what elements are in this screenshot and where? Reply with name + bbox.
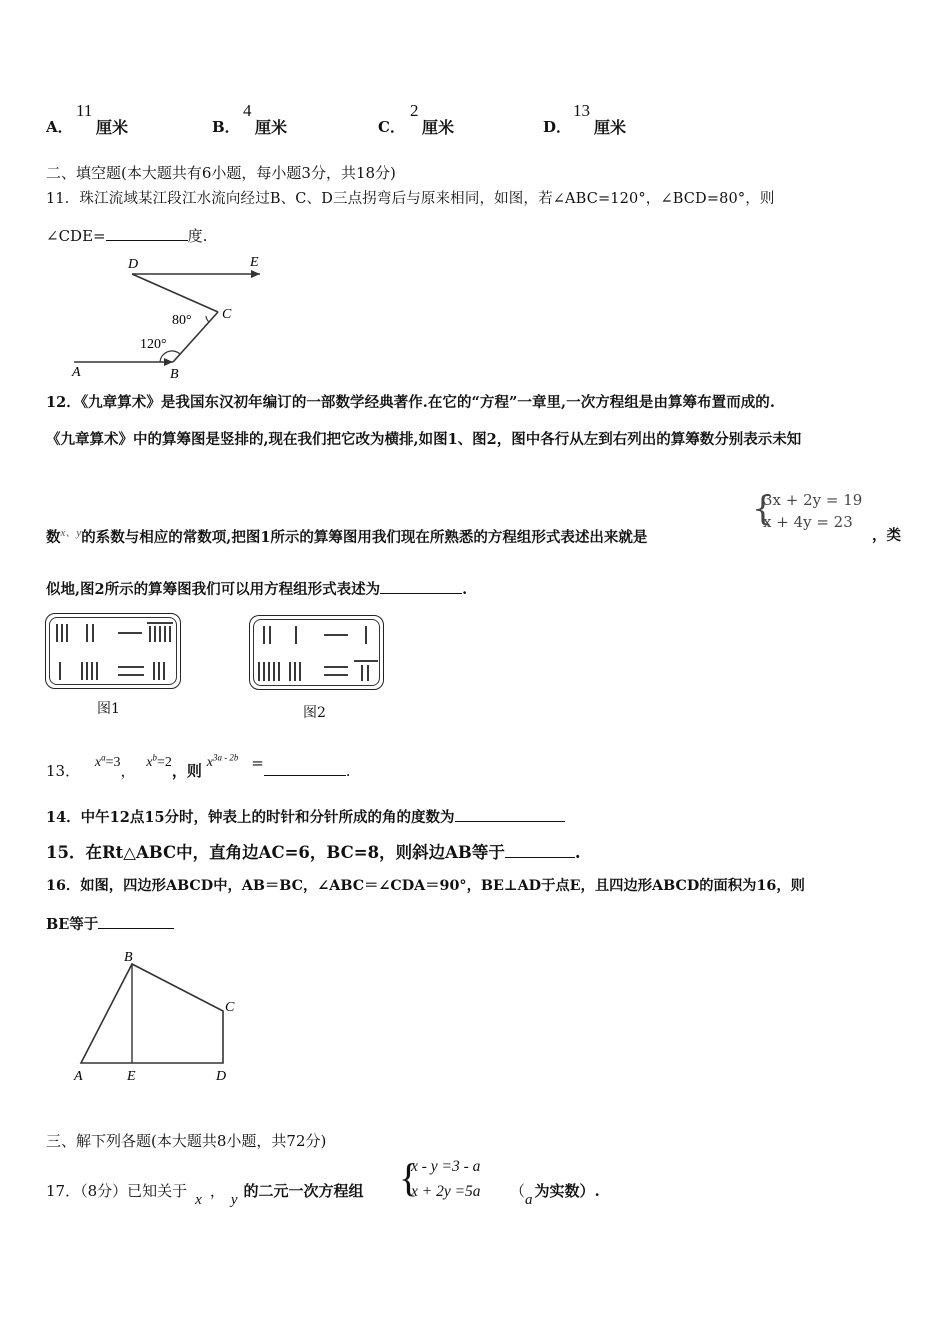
option-c-letter: C． xyxy=(378,118,405,136)
q13-answer-blank xyxy=(264,761,346,776)
q12-line1: 12．《九章算术》是我国东汉初年编订的一部数学经典著作.在它的“方程”一章里,一次方程组是由算筹布置而成的. xyxy=(46,394,775,411)
q11-suffix: 度. xyxy=(187,227,208,245)
q13 xyxy=(46,752,351,781)
q12-eq1: 3x + 2y = 19 xyxy=(763,491,863,509)
q17-a: a xyxy=(525,1192,533,1208)
q17-eq1: x - y =3 - a xyxy=(411,1158,481,1175)
q17-mid: 的二元一次方程组 xyxy=(243,1182,364,1200)
option-d-unit: 厘米 xyxy=(594,118,627,137)
q16-line1: 16．如图，四边形ABCD中，AB＝BC，∠ABC＝∠CDA＝90°，BE⊥AD于点E，且四边形ABCD的面积为16，则 xyxy=(46,878,805,894)
option-d-value: 13 xyxy=(573,101,590,120)
q13-end: . xyxy=(345,762,351,780)
option-c-value: 2 xyxy=(410,101,419,120)
q12-line3 xyxy=(46,524,647,547)
q12-fig1 xyxy=(45,613,181,689)
q17-x: x xyxy=(195,1192,202,1208)
q16-line2-text: BE等于 xyxy=(46,916,99,933)
q15-text: 15．在Rt△ABC中，直角边AC=6，BC=8，则斜边AB等于 xyxy=(46,843,505,862)
q17-eq2: x + 2y =5a xyxy=(411,1183,481,1200)
option-b-unit: 厘米 xyxy=(255,118,288,137)
q13-e2: $x^b=2$ xyxy=(146,752,172,770)
q11-angle-120: 120° xyxy=(140,337,167,352)
q11-label-a: A xyxy=(72,365,81,380)
q11-label-b: B xyxy=(170,367,179,380)
q11-answer-blank xyxy=(106,226,188,241)
q12-line3-suffix: ，类 xyxy=(872,527,901,544)
option-a-unit: 厘米 xyxy=(96,118,129,137)
q17-tail xyxy=(510,1180,600,1208)
option-b-value: 4 xyxy=(243,101,252,120)
q17-paren: （ xyxy=(510,1182,526,1200)
option-a-letter: A． xyxy=(46,118,73,136)
q17-system: { x - y =3 - a x + 2y =5a xyxy=(399,1154,481,1204)
q13-e3: $x^{3a - 2b}$ xyxy=(206,752,239,770)
q12-line3-mid: 的系数与相应的常数项,把图1所示的算筹图用我们现在所熟悉的方程组形式表述出来就是 xyxy=(81,528,648,546)
option-d-letter: D． xyxy=(543,118,572,136)
option-a-value: 11 xyxy=(76,101,93,120)
q12-fig1-label: 图1 xyxy=(97,701,120,717)
q12-answer-blank xyxy=(380,579,462,594)
q16-label-c: C xyxy=(225,1000,235,1015)
q13-sep: ， xyxy=(120,762,136,780)
q15 xyxy=(46,839,581,863)
q11-angle-80: 80° xyxy=(172,313,192,328)
q16-label-e: E xyxy=(127,1069,136,1084)
q12-fig1-rods xyxy=(46,614,180,688)
q13-num: 13． xyxy=(46,762,81,780)
q11-line2 xyxy=(46,225,207,246)
q11-label-c: C xyxy=(222,307,232,322)
q12-eq2: x + 4y = 23 xyxy=(763,513,853,531)
q15-end: . xyxy=(574,843,581,862)
option-c-unit: 厘米 xyxy=(422,118,455,137)
q12-line4-text: 似地,图2所示的算筹图我们可以用方程组形式表述为 xyxy=(46,581,381,598)
option-b-letter: B． xyxy=(212,118,240,136)
q11-label-d: D xyxy=(128,257,139,272)
q11-line1: 11．珠江流域某江段江水流向经过B、C、D三点拐弯后与原来相同，如图，若∠ABC=120°，∠BCD=80°，则 xyxy=(46,191,775,207)
q15-answer-blank xyxy=(505,843,575,858)
q14-text: 14．中午12点15分时，钟表上的时针和分针所成的角的度数为 xyxy=(46,809,455,826)
q17 xyxy=(46,1180,364,1208)
q17-comma: ， xyxy=(209,1182,225,1200)
q12-line2: 《九章算术》中的算筹图是竖排的,现在我们把它改为横排,如图1、图2，图中各行从左到右列出的算筹数分别表示未知 xyxy=(46,431,802,448)
q11-prefix: ∠CDE= xyxy=(46,227,106,245)
q12-system: { 3x + 2y = 19 x + 4y = 23 xyxy=(752,489,863,531)
q16-label-b: B xyxy=(124,950,133,965)
section-2-title: 二、填空题(本大题共有6小题，每小题3分，共18分) xyxy=(46,164,396,182)
q16-figure xyxy=(70,948,245,1088)
q16-label-d: D xyxy=(216,1069,227,1084)
q17-post: 为实数）. xyxy=(534,1182,600,1200)
q14 xyxy=(46,806,565,827)
q13-e1: $x^a=3$ xyxy=(94,752,121,770)
q12-fig2-rods xyxy=(250,616,383,689)
q13-then: ，则 xyxy=(171,762,202,780)
q11-label-e: E xyxy=(250,255,259,270)
section-3-title: 三、解下列各题(本大题共8小题，共72分) xyxy=(46,1132,327,1150)
q11-figure xyxy=(60,250,275,380)
q16-line2 xyxy=(46,913,174,934)
q16-answer-blank xyxy=(98,914,174,929)
q12-vars: x、y xyxy=(60,527,82,539)
q12-line4: 似地,图2所示的算筹图我们可以用方程组形式表述为 . xyxy=(46,581,468,598)
q12-fig2-label: 图2 xyxy=(303,705,326,721)
q17-y: y xyxy=(230,1192,238,1208)
q12-fig2 xyxy=(249,615,384,690)
q13-eq: = xyxy=(251,754,264,772)
q12-line3-prefix: 数 xyxy=(46,528,61,546)
q14-answer-blank xyxy=(455,807,565,822)
q17-pre: 17．（8分）已知关于 xyxy=(46,1182,188,1200)
q16-label-a: A xyxy=(74,1069,83,1084)
